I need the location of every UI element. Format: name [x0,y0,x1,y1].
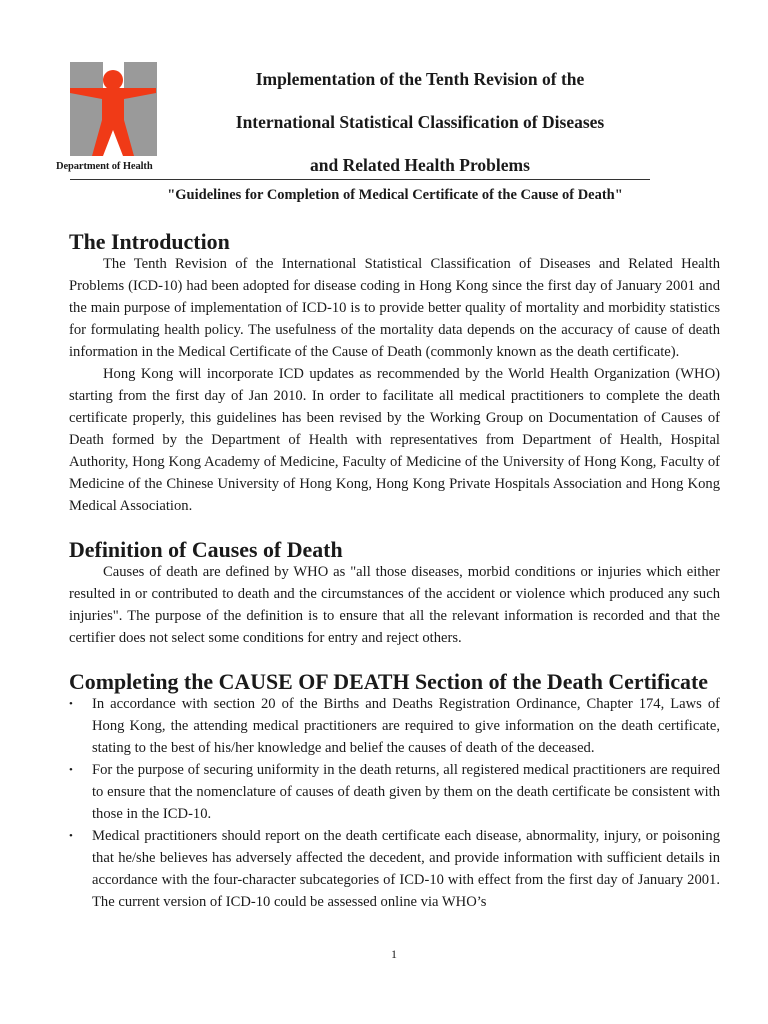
header-divider [70,179,650,180]
bullet-text: In accordance with section 20 of the Births and Deaths Registration Ordinance, Chapter 174, Laws of Hong Kong, the attending medical practitioners are required to give information on the death certificate, stating to the best of his/her knowledge and belief the causes of death of the deceased. [92,696,720,756]
page-number: 1 [391,947,397,961]
completing-bullet-list [69,693,720,913]
section-heading-definition: Definition of Causes of Death [69,537,343,562]
section-heading-completing: Completing the CAUSE OF DEATH Section of the Death Certificate [69,669,708,694]
list-item [69,825,720,913]
document-body [69,231,720,913]
definition-paragraph-1: Causes of death are defined by WHO as "all those diseases, morbid conditions or injuries which either resulted in or contributed to death and the circumstances of the accident or violence which produced any such injuries". The purpose of the definition is to ensure that all the relevant information is recorded and that the certifier does not select some conditions for entry and reject others. [69,564,720,646]
document-title-line-1: Implementation of the Tenth Revision of the [255,69,585,89]
section-spacer [69,649,720,671]
bullet-icon: • [69,830,73,842]
department-label: Department of Health [56,161,153,172]
document-title-line-3: and Related Health Problems [310,155,530,175]
introduction-paragraph-2: Hong Kong will incorporate ICD updates as recommended by the World Health Organization (WHO) starting from the first day of Jan 2010. In order to facilitate all medical practitioners to complete the death certificate properly, this guidelines has been revised by the Working Group on Documentation of Causes of Death formed by the Department of Health with representatives from Department of Health, Hospital Authority, Hong Kong Academy of Medicine, Faculty of Medicine of the University of Hong Kong, Faculty of Medicine of the Chinese University of Hong Kong, Hong Kong Private Hospitals Association and Hong Kong Medical Association. [69,366,720,514]
bullet-text: For the purpose of securing uniformity in the death returns, all registered medical practitioners are required to ensure that the nomenclature of causes of death given by them on the death certificate be consistent with those in the ICD-10. [92,762,720,822]
list-item [69,693,720,759]
bullet-icon: • [69,698,73,710]
list-item [69,759,720,825]
introduction-paragraph-1: The Tenth Revision of the International Statistical Classification of Diseases and Related Health Problems (ICD-10) had been adopted for disease coding in Hong Kong since the first day of January 2001 and the main purpose of implementation of ICD-10 is to provide better quality of mortality and morbidity statistics for formulating health policy. The usefulness of the mortality data depends on the accuracy of cause of death information in the Medical Certificate of the Cause of Death (commonly known as the death certificate). [69,256,720,360]
document-title-line-2: International Statistical Classification of Diseases [235,112,605,132]
section-heading-introduction: The Introduction [69,229,230,254]
department-of-health-logo-icon [68,62,158,156]
section-spacer [69,517,720,539]
bullet-icon: • [69,764,73,776]
document-subtitle: "Guidelines for Completion of Medical Certificate of the Cause of Death" [167,187,623,203]
bullet-text: Medical practitioners should report on the death certificate each disease, abnormality, injury, or poisoning that he/she believes has adversely affected the decedent, and provide information with sufficient details in accordance with the four-character subcategories of ICD-10 with effect from the first day of January 2001. The current version of ICD-10 could be assessed online via WHO’s [92,828,720,910]
